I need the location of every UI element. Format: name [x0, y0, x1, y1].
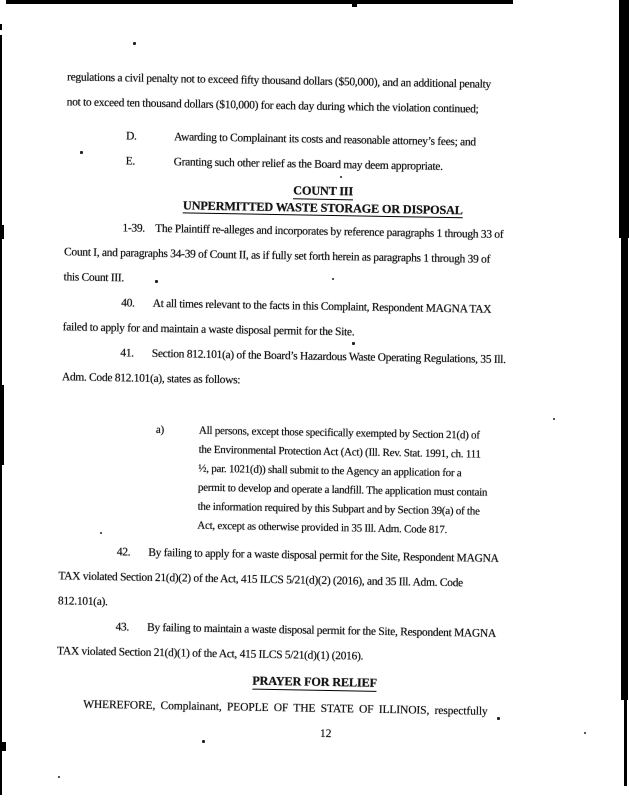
para-41: 41. Section 812.101(a) of the Board’s Hazardous Waste Operating Regulations, 35 Ill. Adm. Code 812.101(a), states as follows: — [61, 347, 506, 387]
scan-artifact-right-bar-mid — [621, 238, 628, 700]
count-iii-subheading: UNPERMITTED WASTE STORAGE OR DISPOSAL — [182, 197, 463, 217]
para-40: 40. At all times relevant to the facts in this Complaint, Respondent MAGNA TAX failed to apply for and maintain a waste disposal permit for the Site. — [62, 297, 492, 339]
scan-artifact-right-bar-bottom — [624, 700, 627, 786]
count-iii-heading-block — [53, 178, 593, 220]
prayer-heading: PRAYER FOR RELIEF — [252, 673, 378, 690]
page-number: 12 — [319, 727, 332, 741]
para-43: 43. By failing to maintain a waste disposal permit for the Site, Respondent MAGNA TAX violated Section 21(d)(1) of the Act, 415 ILCS 5/21(d)(1) (2016). — [56, 621, 497, 663]
count-iii-heading: COUNT III — [293, 183, 354, 199]
relief-item-text: Granting such other relief as the Board may deem appropriate. — [173, 156, 443, 173]
relief-item-label: D. — [125, 130, 137, 143]
wherefore-paragraph: WHEREFORE, Complainant, PEOPLE OF THE STATE OF ILLINOIS, respectfully — [83, 698, 488, 718]
scan-artifact-left-dash — [0, 24, 2, 30]
para-1-39: 1-39. The Plaintiff re-alleges and incorporates by reference paragraphs 1 through 33 of Count I, and paragraphs 34-39 of Count II, as if fully set forth herein as paragraphs 1 through 39 of this Count III. — [63, 222, 504, 285]
para-42: 42. By failing to apply for a waste disposal permit for the Site, Respondent MAGNA TAX violated Section 21(d)(2) of the Act, 415 ILCS 5/21(d)(2) (2016), and 35 Ill. Adm. Code 812.101(a). — [57, 546, 499, 609]
regulation-quote — [154, 421, 601, 543]
quote-text: All persons, except those specifically exempted by Section 21(d) of the Environmental Protection Act (Act) (Ill. Rev. Stat. 1991, ch. 111 ½, par. 1021(d)) shall submit to the Agency an application for a permit to develop and operate a landfill. The application must contain the information required by this Subpart and by Section 39(a) of the Act, except as otherwise provided in 35 Ill. Adm. Code 817. — [197, 424, 488, 537]
scan-artifact-left-mark-2 — [0, 385, 4, 465]
relief-item-text: Awarding to Complainant its costs and reasonable attorney’s fees; and — [173, 131, 476, 149]
scan-speck — [58, 776, 60, 778]
relief-item-label: E. — [125, 155, 136, 168]
para-penalty-continuation: regulations a civil penalty not to exceed fifty thousand dollars ($50,000), and an additional penalty not to exceed ten thousand dollars ($10,000) for each day during which the violation continued; — [66, 71, 491, 116]
scan-artifact-left-mark-1 — [0, 225, 4, 239]
scan-artifact-left-mark-3 — [0, 742, 6, 751]
scan-artifact-right-bar-top — [619, 0, 629, 238]
quote-label: a) — [155, 423, 165, 437]
document-body — [56, 0, 609, 749]
